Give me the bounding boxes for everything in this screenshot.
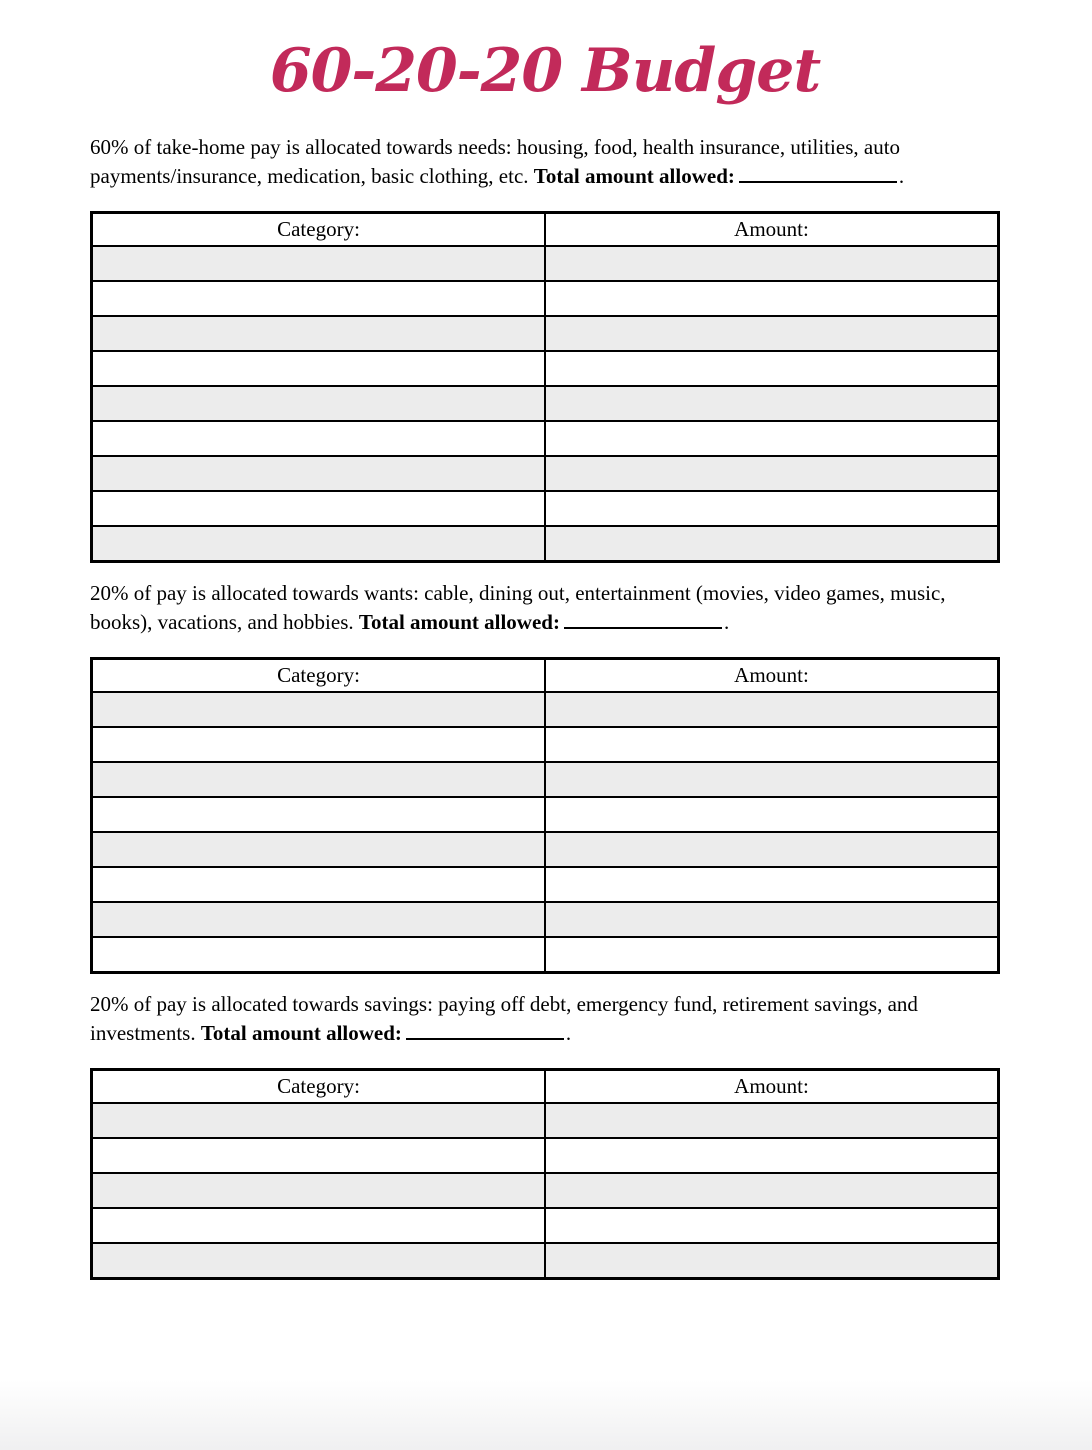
category-cell xyxy=(92,1208,546,1243)
category-column-header: Category: xyxy=(92,659,546,693)
amount-cell xyxy=(545,867,999,902)
category-cell xyxy=(92,421,546,456)
category-cell xyxy=(92,1138,546,1173)
amount-cell xyxy=(545,351,999,386)
total-amount-blank-line xyxy=(406,1038,564,1040)
section-wants xyxy=(90,579,1000,974)
savings-description-text: 20% of pay is allocated towards savings: paying off debt, emergency fund, retirement savings, and investments. xyxy=(90,992,918,1045)
category-cell xyxy=(92,456,546,491)
amount-cell xyxy=(545,421,999,456)
amount-column-header: Amount: xyxy=(545,1070,999,1104)
table-row xyxy=(92,421,999,456)
amount-cell xyxy=(545,526,999,562)
amount-cell xyxy=(545,316,999,351)
category-cell xyxy=(92,1243,546,1279)
table-header-row xyxy=(92,213,999,247)
table-row xyxy=(92,762,999,797)
category-cell xyxy=(92,832,546,867)
amount-cell xyxy=(545,937,999,973)
wants-description xyxy=(90,579,1000,636)
table-row xyxy=(92,456,999,491)
table-row xyxy=(92,351,999,386)
table-row xyxy=(92,902,999,937)
page-bottom-fade xyxy=(0,1380,1092,1450)
amount-cell xyxy=(545,902,999,937)
category-cell xyxy=(92,762,546,797)
wants-table xyxy=(90,657,1000,974)
amount-cell xyxy=(545,456,999,491)
wants-description-text: 20% of pay is allocated towards wants: cable, dining out, entertainment (movies, video games, music, books), vacations, and hobbies. xyxy=(90,581,946,634)
category-cell xyxy=(92,692,546,727)
savings-description xyxy=(90,990,1000,1047)
table-row xyxy=(92,1103,999,1138)
table-row xyxy=(92,832,999,867)
amount-cell xyxy=(545,797,999,832)
table-row xyxy=(92,937,999,973)
table-row xyxy=(92,1138,999,1173)
section-needs xyxy=(90,133,1000,563)
amount-cell xyxy=(545,832,999,867)
amount-cell xyxy=(545,491,999,526)
category-cell xyxy=(92,351,546,386)
total-amount-blank-line xyxy=(739,181,897,183)
category-cell xyxy=(92,491,546,526)
amount-cell xyxy=(545,1103,999,1138)
table-row xyxy=(92,1173,999,1208)
needs-description-text: 60% of take-home pay is allocated towards needs: housing, food, health insurance, utilities, auto payments/insurance, medication, basic clothing, etc. xyxy=(90,135,901,188)
amount-cell xyxy=(545,1208,999,1243)
amount-column-header: Amount: xyxy=(545,659,999,693)
page-title: 60-20-20 Budget xyxy=(269,36,821,106)
table-row xyxy=(92,1243,999,1279)
sentence-period: . xyxy=(565,1020,572,1045)
category-cell xyxy=(92,316,546,351)
table-row xyxy=(92,316,999,351)
category-column-header: Category: xyxy=(92,1070,546,1104)
table-header-row xyxy=(92,1070,999,1104)
amount-cell xyxy=(545,1243,999,1279)
amount-cell xyxy=(545,386,999,421)
savings-table xyxy=(90,1068,1000,1280)
sentence-period: . xyxy=(898,163,905,188)
category-column-header: Category: xyxy=(92,213,546,247)
category-cell xyxy=(92,1103,546,1138)
category-cell xyxy=(92,386,546,421)
category-cell xyxy=(92,902,546,937)
amount-cell xyxy=(545,727,999,762)
table-row xyxy=(92,1208,999,1243)
table-row xyxy=(92,491,999,526)
amount-cell xyxy=(545,281,999,316)
table-row xyxy=(92,281,999,316)
table-row xyxy=(92,797,999,832)
category-cell xyxy=(92,727,546,762)
amount-cell xyxy=(545,762,999,797)
category-cell xyxy=(92,246,546,281)
category-cell xyxy=(92,937,546,973)
amount-column-header: Amount: xyxy=(545,213,999,247)
table-row xyxy=(92,727,999,762)
total-amount-blank-line xyxy=(564,627,722,629)
sentence-period: . xyxy=(723,609,730,634)
table-header-row xyxy=(92,659,999,693)
category-cell xyxy=(92,281,546,316)
table-row xyxy=(92,246,999,281)
needs-description xyxy=(90,133,1000,190)
section-savings xyxy=(90,990,1000,1280)
amount-cell xyxy=(545,692,999,727)
category-cell xyxy=(92,797,546,832)
needs-table xyxy=(90,211,1000,563)
total-amount-label: Total amount allowed: xyxy=(358,609,560,634)
budget-worksheet-page xyxy=(0,34,1092,1280)
amount-cell xyxy=(545,1138,999,1173)
total-amount-label: Total amount allowed: xyxy=(200,1020,402,1045)
amount-cell xyxy=(545,246,999,281)
total-amount-label: Total amount allowed: xyxy=(533,163,735,188)
table-row xyxy=(92,867,999,902)
category-cell xyxy=(92,1173,546,1208)
table-row xyxy=(92,386,999,421)
table-row xyxy=(92,526,999,562)
category-cell xyxy=(92,867,546,902)
table-row xyxy=(92,692,999,727)
category-cell xyxy=(92,526,546,562)
amount-cell xyxy=(545,1173,999,1208)
